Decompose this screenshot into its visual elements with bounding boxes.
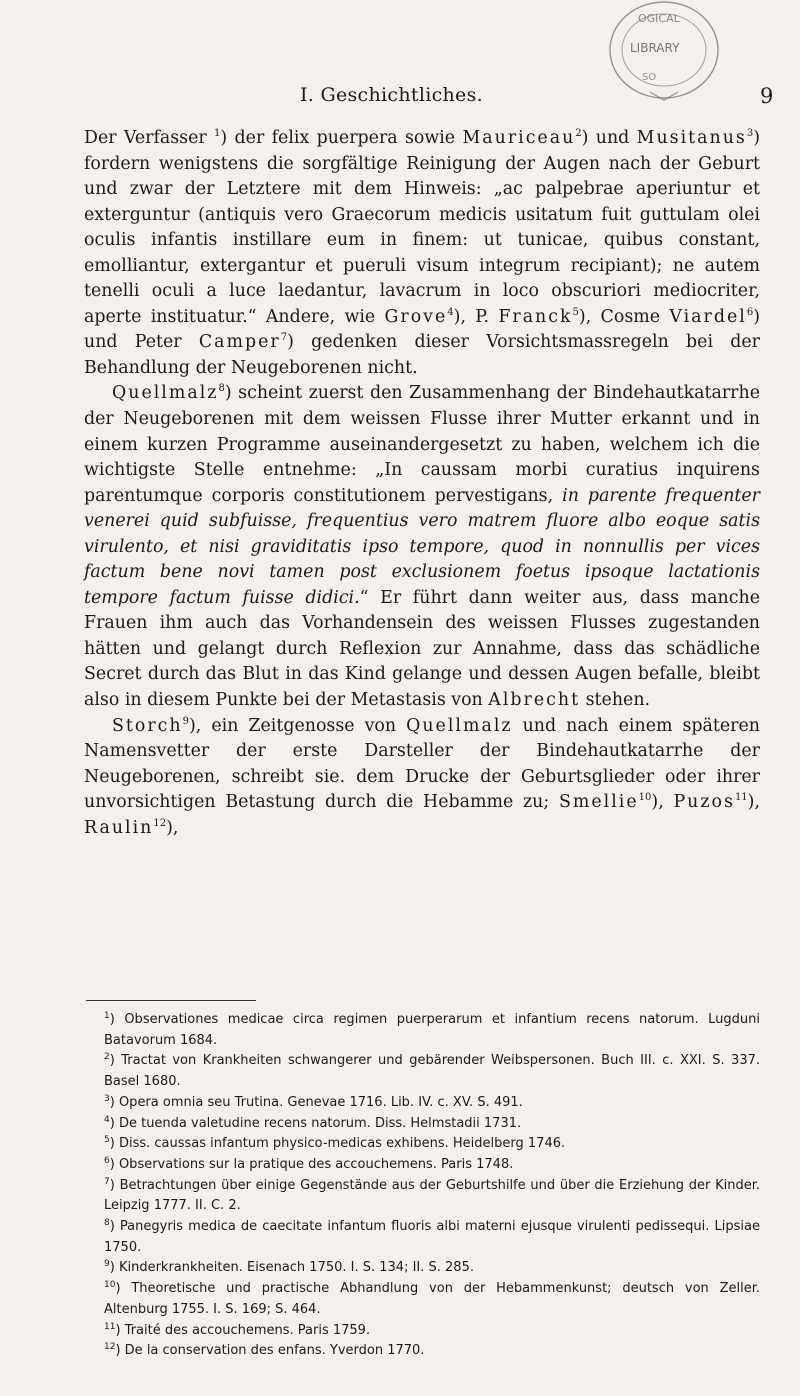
footnote-number: 7 xyxy=(104,1176,110,1187)
text-run: ), P. xyxy=(453,306,499,327)
author-name: Franck xyxy=(498,306,573,327)
footnote-ref: 10 xyxy=(638,792,652,804)
footnote-number: 5 xyxy=(104,1135,110,1146)
text-run: ) und Peter xyxy=(84,306,760,353)
footnote xyxy=(84,1176,760,1217)
footnote-number: 11 xyxy=(104,1321,116,1332)
author-name: Grove xyxy=(384,306,448,327)
footnote-number: 8 xyxy=(104,1218,110,1229)
footnote-paren: ) xyxy=(109,1094,119,1110)
footnote-body xyxy=(84,1010,760,1051)
text-run: ) scheint zuerst den Zusammenhang der Bindehautkatarrhe der Neugeborenen mit dem weissen Flusse ihrer Mutter erkannt und in einem kurzen Programme auseinandergesetzt zu haben, welchem ich die wichtigste Stelle entnehme: „In caussam morbi curatius inquirens parentumque corporis constitutionem pervestigans, xyxy=(84,383,760,506)
library-stamp xyxy=(600,0,722,108)
text-run: ) und xyxy=(581,128,637,148)
body-text xyxy=(84,126,760,841)
footnote-body xyxy=(84,1093,760,1114)
text-run: Der Verfasser xyxy=(84,128,215,148)
footnote xyxy=(84,1134,760,1155)
footnote xyxy=(84,1010,760,1051)
author-name: Camper xyxy=(198,332,281,353)
text-run: stehen. xyxy=(580,690,651,711)
text-run: “ Er führt dann weiter aus, dass manche Frauen ihm auch das Vorhandensein des weissen Flusses zugestanden hätten und gelangt durch Reflexion zur Annahme, dass das schädliche Secret durch das Blut in das Kind gelange und dessen Augen befalle, bleibt also in diesem Punkte bei der Metastasis von xyxy=(84,587,760,711)
author-name: Smellie xyxy=(558,792,639,813)
footnote-text: Observationes medicae circa regimen puerperarum et infantium recens natorum. Lugduni Batavorum 1684. xyxy=(104,1012,760,1048)
footnote-number: 10 xyxy=(104,1280,116,1291)
stamp-text-top: OGICAL xyxy=(638,12,680,25)
footnote-body xyxy=(84,1155,760,1176)
paragraph xyxy=(84,381,760,713)
footnote-ref: 2 xyxy=(575,128,582,139)
text-run: ) gedenken dieser Vorsichtsmassregeln bei der Behandlung der Neugeborenen nicht. xyxy=(84,332,760,378)
footnotes xyxy=(84,1010,760,1362)
footnote-ref: 1 xyxy=(214,128,221,139)
footnote-body xyxy=(84,1051,760,1092)
footnote-number: 6 xyxy=(104,1155,110,1166)
footnote xyxy=(84,1051,760,1092)
footnote-text: Tractat von Krankheiten schwangerer und gebärender Weibspersonen. Buch III. c. XXI. S. 337. Basel 1680. xyxy=(104,1053,760,1090)
text-run: ), xyxy=(651,792,674,813)
author-name: Raulin xyxy=(84,817,154,838)
footnote-number: 12 xyxy=(104,1342,116,1353)
footnote-body xyxy=(84,1321,760,1342)
footnote-text: Theoretische und practische Abhandlung von der Hebammenkunst; deutsch von Zeller. Altenburg 1755. I. S. 169; S. 464. xyxy=(104,1281,760,1317)
footnote-text: Betrachtungen über einige Gegenstände aus der Geburtshilfe und über die Erziehung der Kinder. Leipzig 1777. II. C. 2. xyxy=(104,1177,760,1214)
footnote-paren: ) xyxy=(109,1177,120,1193)
author-name: Mauriceau xyxy=(462,128,576,148)
running-header: I. Geschichtliches. xyxy=(300,84,483,106)
footnote-number: 1 xyxy=(104,1011,110,1021)
footnote-number: 9 xyxy=(104,1259,110,1270)
footnote-paren: ) xyxy=(109,1219,120,1235)
text-run: und nach einem späteren Namensvetter der erste Darsteller der Bindehautkatarrhe der Neugeborenen, schreibt sie. dem Drucke der Geburtsglieder oder ihrer unvorsichtigen Betastung durch die Hebamme zu; xyxy=(84,715,760,813)
footnote-ref: 12 xyxy=(153,817,167,829)
footnote-paren: ) xyxy=(115,1322,125,1338)
footnote-text: Panegyris medica de caecitate infantum fluoris albi materni ejusque virulenti pedissequi. Lipsiae 1750. xyxy=(104,1219,760,1255)
footnote xyxy=(84,1279,760,1320)
footnote-number: 4 xyxy=(104,1114,110,1125)
footnote xyxy=(84,1155,760,1176)
footnote-text: Diss. caussas infantum physico-medicas exhibens. Heidelberg 1746. xyxy=(118,1136,566,1152)
author-name: Storch xyxy=(112,715,183,736)
footnote-text: De la conservation des enfans. Yverdon 1770. xyxy=(124,1343,425,1359)
footnote-text: Kinderkrankheiten. Eisenach 1750. I. S. 134; II. S. 285. xyxy=(118,1260,474,1276)
footnote-text: Observations sur la pratique des accouchemens. Paris 1748. xyxy=(118,1156,514,1172)
footnote-paren: ) xyxy=(109,1136,119,1152)
footnote xyxy=(84,1217,760,1258)
text-run: ), xyxy=(166,817,179,838)
author-name: Albrecht xyxy=(488,690,581,711)
footnote-ref: 8 xyxy=(218,383,225,395)
footnote-paren: ) xyxy=(115,1281,132,1297)
footnote-ref: 5 xyxy=(572,306,579,318)
footnote-ref: 6 xyxy=(746,306,754,318)
footnote-body xyxy=(84,1134,760,1155)
footnote xyxy=(84,1341,760,1362)
text-run: ), xyxy=(747,792,760,813)
stamp-text-bottom: SO xyxy=(642,72,657,83)
paragraph xyxy=(84,126,760,381)
stamp-text-mid: LIBRARY xyxy=(630,41,680,55)
footnote-ref: 9 xyxy=(182,715,190,727)
text-run: ) der felix puerpera sowie xyxy=(220,128,463,148)
paragraph xyxy=(84,714,760,842)
author-name: Viardel xyxy=(669,306,747,327)
footnote-paren: ) xyxy=(109,1053,122,1069)
footnote-paren: ) xyxy=(115,1343,125,1359)
footnote-paren: ) xyxy=(109,1260,119,1276)
author-name: Quellmalz xyxy=(406,715,513,736)
footnote-ref: 4 xyxy=(447,306,454,318)
footnote-number: 3 xyxy=(104,1093,110,1104)
footnote-paren: ) xyxy=(109,1012,125,1027)
author-name: Puzos xyxy=(673,792,735,813)
footnote-body xyxy=(84,1176,760,1217)
footnote-rule xyxy=(86,1000,256,1001)
footnote-text: De tuenda valetudine recens natorum. Diss. Helmstadii 1731. xyxy=(118,1115,522,1131)
footnote-ref: 11 xyxy=(734,792,748,804)
footnote xyxy=(84,1258,760,1279)
footnote-body xyxy=(84,1217,760,1258)
footnote-paren: ) xyxy=(109,1156,119,1172)
text-run: ), ein Zeitgenosse von xyxy=(189,715,407,736)
author-name: Quellmalz xyxy=(112,383,219,404)
footnote-body xyxy=(84,1258,760,1279)
footnote-text: Traité des accouchemens. Paris 1759. xyxy=(124,1322,371,1338)
latin-quote: in parente frequenter venerei quid subfuisse, frequentius vero matrem fluore albo eoque satis virulento, et nisi graviditatis ipso tempore, quod in nonnullis per vices factum bene novi tamen post exclusionem foetus ipsoque lactationis tempore factum fuisse didici. xyxy=(84,485,760,608)
footnote-body xyxy=(84,1279,760,1320)
footnote-number: 2 xyxy=(104,1052,110,1063)
footnote-body xyxy=(84,1114,760,1135)
text-run: ), Cosme xyxy=(578,306,670,327)
footnote-ref: 3 xyxy=(746,128,754,139)
footnote-ref: 7 xyxy=(280,332,288,344)
page-number: 9 xyxy=(760,84,774,108)
footnote xyxy=(84,1114,760,1135)
footnote xyxy=(84,1093,760,1114)
footnote-text: Opera omnia seu Trutina. Genevae 1716. Lib. IV. c. XV. S. 491. xyxy=(118,1094,523,1110)
footnote xyxy=(84,1321,760,1342)
text-run: ) fordern wenigstens die sorgfältige Reinigung der Augen nach der Geburt und zwar der Letztere mit dem Hinweis: „ac palpebrae aperiuntur et exterguntur (antiquis vero Graecorum medicis usitatum fuit guttulam olei oculis infantis instillare eum in finem: ut tunicae, quibus constant, emolliantur, extergantur et pueruli visum integrum recipiant); ne autem tenelli oculi a luce laedantur, lavacrum in loco obscuriori mediocriter, aperte instituatur.“ Andere, wie xyxy=(84,128,761,327)
footnote-body xyxy=(84,1341,760,1362)
author-name: Musitanus xyxy=(636,128,747,148)
footnote-paren: ) xyxy=(109,1115,119,1131)
